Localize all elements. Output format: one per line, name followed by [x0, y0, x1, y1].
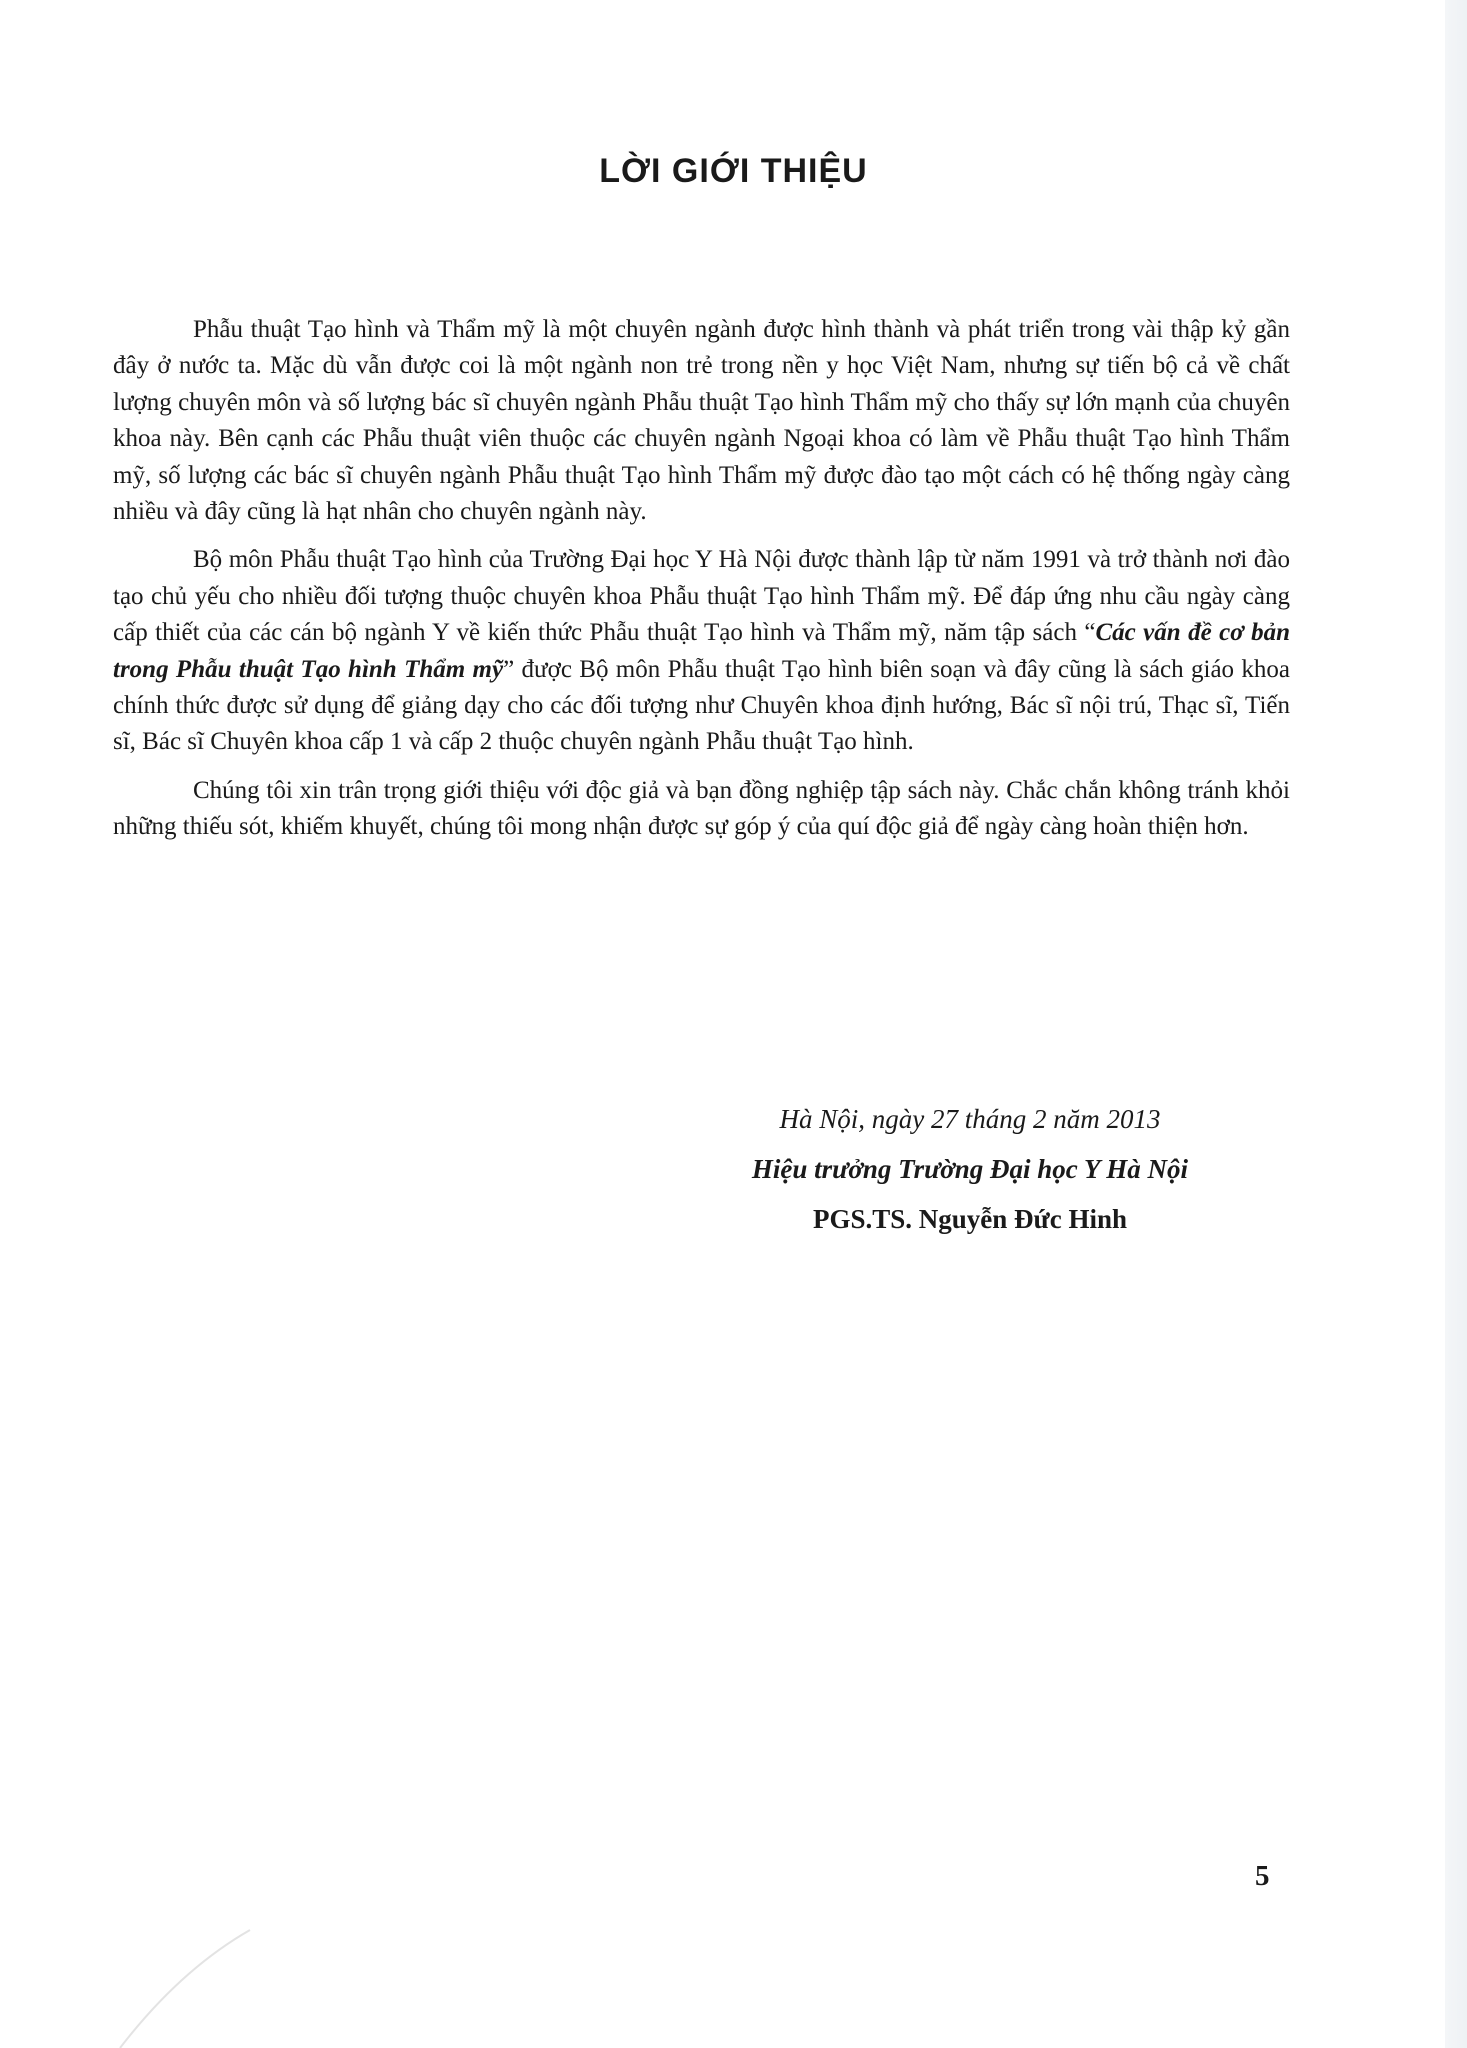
signature-date: Hà Nội, ngày 27 tháng 2 năm 2013: [779, 1104, 1161, 1134]
page-curl-mark: [0, 1900, 1467, 2048]
page-title: LỜI GIỚI THIỆU: [599, 152, 868, 190]
paragraph-department-text-after: ” được Bộ môn Phẫu thuật Tạo hình biên soạn và đây cũng là sách giáo khoa chính thức được sử dụng để giảng dạy cho các đối tượng như Chuyên khoa định hướng, Bác sĩ nội trú, Thạc sĩ, Tiến sĩ, Bác sĩ Chuyên khoa cấp 1 và cấp 2 thuộc chuyên ngành Phẫu thuật Tạo hình.: [113, 655, 1290, 756]
signature-block: [620, 1094, 1320, 1244]
book-title-emphasis: Các vấn đề cơ bản trong Phẫu thuật Tạo hình Thẩm mỹ: [113, 619, 1290, 683]
page-number: 5: [1255, 1860, 1270, 1892]
paragraph-closing: Chúng tôi xin trân trọng giới thiệu với độc giả và bạn đồng nghiệp tập sách này. Chắc chắn không tránh khỏi những thiếu sót, khiếm khuyết, chúng tôi mong nhận được sự góp ý của quí độc giả để ngày càng hoàn thiện hơn.: [113, 776, 1290, 841]
document-body: [113, 312, 1290, 846]
paragraph-department: [113, 542, 1290, 760]
page-edge-shadow: [1445, 0, 1467, 2048]
paragraph-intro: Phẫu thuật Tạo hình và Thẩm mỹ là một chuyên ngành được hình thành và phát triển trong vài thập kỷ gần đây ở nước ta. Mặc dù vẫn được coi là một ngành non trẻ trong nền y học Việt Nam, nhưng sự tiến bộ cả về chất lượng chuyên môn và số lượng bác sĩ chuyên ngành Phẫu thuật Tạo hình Thẩm mỹ cho thấy sự lớn mạnh của chuyên khoa này. Bên cạnh các Phẫu thuật viên thuộc các chuyên ngành Ngoại khoa có làm về Phẫu thuật Tạo hình Thẩm mỹ, số lượng các bác sĩ chuyên ngành Phẫu thuật Tạo hình Thẩm mỹ được đào tạo một cách có hệ thống ngày càng nhiều và đây cũng là hạt nhân cho chuyên ngành này.: [113, 316, 1290, 526]
paragraph-department-text-before: Bộ môn Phẫu thuật Tạo hình của Trường Đại học Y Hà Nội được thành lập từ năm 1991 và trở thành nơi đào tạo chủ yếu cho nhiều đối tượng thuộc chuyên khoa Phẫu thuật Tạo hình Thẩm mỹ. Để đáp ứng nhu cầu ngày càng cấp thiết của các cán bộ ngành Y về kiến thức Phẫu thuật Tạo hình và Thẩm mỹ, năm tập sách “: [113, 546, 1290, 647]
signature-name: PGS.TS. Nguyễn Đức Hinh: [812, 1204, 1128, 1234]
signature-role: Hiệu trưởng Trường Đại học Y Hà Nội: [751, 1154, 1189, 1184]
